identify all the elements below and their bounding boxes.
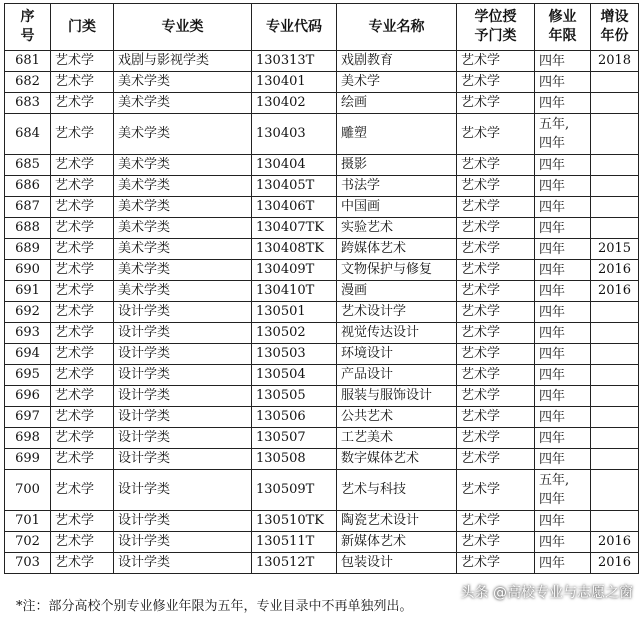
cell-no: 682 — [5, 72, 51, 93]
cell-added — [591, 511, 639, 532]
cell-years — [535, 532, 591, 553]
years-line: 四年 — [539, 283, 566, 299]
cell-no: 703 — [5, 553, 51, 574]
years-line: 四年 — [539, 241, 566, 257]
cell-name: 艺术与科技 — [337, 470, 457, 511]
cell-added — [591, 114, 639, 155]
cell-degree: 艺术学 — [457, 197, 535, 218]
years-line: 四年 — [539, 492, 566, 507]
years-line: 五年, — [539, 117, 570, 132]
cell-category: 艺术学 — [51, 114, 114, 155]
table-row — [5, 72, 639, 93]
cell-class: 戏剧与影视学类 — [114, 51, 252, 72]
header-category-line: 门类 — [68, 18, 96, 35]
cell-code: 130405T — [252, 176, 337, 197]
table-row — [5, 323, 639, 344]
cell-class: 设计学类 — [114, 323, 252, 344]
cell-code: 130410T — [252, 281, 337, 302]
cell-degree: 艺术学 — [457, 365, 535, 386]
cell-no: 695 — [5, 365, 51, 386]
cell-code: 130407TK — [252, 218, 337, 239]
cell-no: 702 — [5, 532, 51, 553]
cell-name: 摄影 — [337, 155, 457, 176]
cell-years — [535, 114, 591, 155]
cell-degree: 艺术学 — [457, 449, 535, 470]
cell-name: 视觉传达设计 — [337, 323, 457, 344]
header-name-line: 专业名称 — [368, 18, 425, 35]
table-row — [5, 155, 639, 176]
cell-years — [535, 386, 591, 407]
header-added — [591, 4, 639, 51]
cell-code: 130511T — [252, 532, 337, 553]
cell-class: 美术学类 — [114, 197, 252, 218]
cell-class: 美术学类 — [114, 239, 252, 260]
table-header — [5, 4, 639, 51]
table-row — [5, 553, 639, 574]
cell-name: 雕塑 — [337, 114, 457, 155]
cell-degree: 艺术学 — [457, 93, 535, 114]
cell-class: 美术学类 — [114, 218, 252, 239]
cell-years — [535, 344, 591, 365]
cell-years — [535, 281, 591, 302]
years-line: 四年 — [539, 53, 566, 69]
cell-degree: 艺术学 — [457, 532, 535, 553]
cell-added: 2016 — [591, 553, 639, 574]
years-line: 四年 — [539, 95, 566, 111]
years-line: 四年 — [539, 534, 566, 550]
cell-degree: 艺术学 — [457, 72, 535, 93]
years-line: 四年 — [539, 325, 566, 341]
cell-class: 设计学类 — [114, 532, 252, 553]
cell-added — [591, 176, 639, 197]
footnote: *注：部分高校个别专业修业年限为五年，专业目录中不再单独列出。 — [16, 599, 413, 614]
cell-years — [535, 155, 591, 176]
cell-years — [535, 239, 591, 260]
cell-code: 130506 — [252, 407, 337, 428]
cell-no: 694 — [5, 344, 51, 365]
cell-no: 698 — [5, 428, 51, 449]
table-row — [5, 470, 639, 511]
cell-degree: 艺术学 — [457, 114, 535, 155]
cell-name: 环境设计 — [337, 344, 457, 365]
cell-added — [591, 365, 639, 386]
cell-degree: 艺术学 — [457, 155, 535, 176]
cell-no: 693 — [5, 323, 51, 344]
cell-added — [591, 155, 639, 176]
cell-years — [535, 72, 591, 93]
cell-code: 130505 — [252, 386, 337, 407]
cell-category: 艺术学 — [51, 93, 114, 114]
cell-added — [591, 407, 639, 428]
years-line: 四年 — [539, 199, 566, 215]
years-line: 四年 — [539, 430, 566, 446]
cell-class: 设计学类 — [114, 553, 252, 574]
cell-category: 艺术学 — [51, 344, 114, 365]
cell-no: 681 — [5, 51, 51, 72]
header-no-line: 号 — [20, 28, 35, 44]
cell-added — [591, 93, 639, 114]
cell-class: 设计学类 — [114, 365, 252, 386]
table-row — [5, 344, 639, 365]
cell-added — [591, 323, 639, 344]
cell-code: 130501 — [252, 302, 337, 323]
cell-degree: 艺术学 — [457, 302, 535, 323]
cell-class: 美术学类 — [114, 281, 252, 302]
major-catalog-table-wrapper — [4, 3, 638, 574]
cell-years — [535, 553, 591, 574]
cell-name: 跨媒体艺术 — [337, 239, 457, 260]
years-line: 四年 — [539, 220, 566, 236]
header-added-line: 增设 — [600, 9, 629, 25]
cell-class: 美术学类 — [114, 260, 252, 281]
cell-category: 艺术学 — [51, 197, 114, 218]
cell-added — [591, 302, 639, 323]
cell-class: 设计学类 — [114, 470, 252, 511]
cell-years — [535, 511, 591, 532]
table-row — [5, 260, 639, 281]
watermark: 头条 @高校专业与志愿之窗 — [460, 585, 633, 601]
cell-years — [535, 470, 591, 511]
cell-category: 艺术学 — [51, 302, 114, 323]
cell-name: 工艺美术 — [337, 428, 457, 449]
header-code-line: 专业代码 — [266, 18, 322, 35]
cell-no: 696 — [5, 386, 51, 407]
cell-years — [535, 93, 591, 114]
cell-no: 697 — [5, 407, 51, 428]
cell-class: 美术学类 — [114, 93, 252, 114]
cell-degree: 艺术学 — [457, 260, 535, 281]
cell-degree: 艺术学 — [457, 51, 535, 72]
header-years-line: 年限 — [548, 28, 577, 44]
cell-no: 688 — [5, 218, 51, 239]
years-line: 四年 — [539, 74, 566, 90]
table-row — [5, 176, 639, 197]
header-name — [337, 4, 457, 51]
cell-code: 130408TK — [252, 239, 337, 260]
cell-class: 美术学类 — [114, 155, 252, 176]
cell-years — [535, 449, 591, 470]
cell-name: 包装设计 — [337, 553, 457, 574]
cell-class: 设计学类 — [114, 449, 252, 470]
cell-added: 2018 — [591, 51, 639, 72]
cell-added — [591, 218, 639, 239]
cell-degree: 艺术学 — [457, 344, 535, 365]
cell-category: 艺术学 — [51, 51, 114, 72]
cell-name: 漫画 — [337, 281, 457, 302]
cell-degree: 艺术学 — [457, 470, 535, 511]
cell-years — [535, 302, 591, 323]
years-line: 四年 — [539, 451, 566, 467]
cell-code: 130401 — [252, 72, 337, 93]
cell-category: 艺术学 — [51, 72, 114, 93]
years-line: 四年 — [539, 157, 566, 173]
cell-name: 陶瓷艺术设计 — [337, 511, 457, 532]
table-row — [5, 428, 639, 449]
table-row — [5, 114, 639, 155]
cell-class: 美术学类 — [114, 176, 252, 197]
header-code — [252, 4, 337, 51]
cell-years — [535, 365, 591, 386]
cell-class: 美术学类 — [114, 114, 252, 155]
cell-class: 设计学类 — [114, 511, 252, 532]
table-row — [5, 386, 639, 407]
cell-no: 683 — [5, 93, 51, 114]
table-row — [5, 365, 639, 386]
cell-class: 设计学类 — [114, 386, 252, 407]
cell-name: 产品设计 — [337, 365, 457, 386]
cell-code: 130403 — [252, 114, 337, 155]
cell-name: 美术学 — [337, 72, 457, 93]
table-row — [5, 93, 639, 114]
cell-name: 数字媒体艺术 — [337, 449, 457, 470]
cell-category: 艺术学 — [51, 470, 114, 511]
table-row — [5, 449, 639, 470]
cell-name: 艺术设计学 — [337, 302, 457, 323]
header-class-line: 专业类 — [161, 18, 204, 35]
cell-added: 2016 — [591, 281, 639, 302]
header-row — [5, 4, 639, 51]
table-row — [5, 218, 639, 239]
cell-class: 设计学类 — [114, 302, 252, 323]
cell-name: 中国画 — [337, 197, 457, 218]
header-added-line: 年份 — [600, 28, 629, 44]
cell-no: 699 — [5, 449, 51, 470]
cell-degree: 艺术学 — [457, 386, 535, 407]
header-class — [114, 4, 252, 51]
cell-category: 艺术学 — [51, 449, 114, 470]
cell-code: 130508 — [252, 449, 337, 470]
cell-code: 130503 — [252, 344, 337, 365]
table-body — [5, 51, 639, 574]
cell-added — [591, 344, 639, 365]
cell-class: 设计学类 — [114, 428, 252, 449]
cell-category: 艺术学 — [51, 239, 114, 260]
cell-added: 2015 — [591, 239, 639, 260]
cell-no: 689 — [5, 239, 51, 260]
table-row — [5, 281, 639, 302]
header-no — [5, 4, 51, 51]
cell-category: 艺术学 — [51, 365, 114, 386]
header-no-line: 序 — [20, 9, 35, 25]
cell-added — [591, 386, 639, 407]
cell-no: 686 — [5, 176, 51, 197]
cell-name: 实验艺术 — [337, 218, 457, 239]
table-row — [5, 197, 639, 218]
cell-name: 公共艺术 — [337, 407, 457, 428]
cell-class: 设计学类 — [114, 407, 252, 428]
years-line: 四年 — [539, 513, 566, 529]
cell-code: 130409T — [252, 260, 337, 281]
cell-name: 戏剧教育 — [337, 51, 457, 72]
cell-class: 设计学类 — [114, 344, 252, 365]
cell-years — [535, 176, 591, 197]
cell-code: 130502 — [252, 323, 337, 344]
cell-added: 2016 — [591, 532, 639, 553]
cell-name: 书法学 — [337, 176, 457, 197]
header-years-line: 修业 — [548, 9, 577, 25]
cell-code: 130509T — [252, 470, 337, 511]
cell-category: 艺术学 — [51, 176, 114, 197]
cell-code: 130313T — [252, 51, 337, 72]
years-line: 五年, — [539, 473, 570, 488]
cell-added: 2016 — [591, 260, 639, 281]
major-catalog-table — [4, 3, 639, 574]
years-line: 四年 — [539, 367, 566, 383]
cell-no: 690 — [5, 260, 51, 281]
cell-years — [535, 218, 591, 239]
cell-added — [591, 197, 639, 218]
cell-code: 130512T — [252, 553, 337, 574]
cell-degree: 艺术学 — [457, 407, 535, 428]
years-line: 四年 — [539, 262, 566, 278]
cell-added — [591, 72, 639, 93]
cell-degree: 艺术学 — [457, 553, 535, 574]
cell-no: 700 — [5, 470, 51, 511]
years-line: 四年 — [539, 555, 566, 571]
cell-name: 文物保护与修复 — [337, 260, 457, 281]
cell-category: 艺术学 — [51, 323, 114, 344]
cell-code: 130510TK — [252, 511, 337, 532]
cell-category: 艺术学 — [51, 553, 114, 574]
cell-years — [535, 51, 591, 72]
cell-category: 艺术学 — [51, 218, 114, 239]
years-line: 四年 — [539, 388, 566, 404]
cell-years — [535, 323, 591, 344]
cell-category: 艺术学 — [51, 386, 114, 407]
cell-code: 130404 — [252, 155, 337, 176]
cell-years — [535, 407, 591, 428]
header-category — [51, 4, 114, 51]
cell-code: 130402 — [252, 93, 337, 114]
cell-years — [535, 260, 591, 281]
cell-code: 130406T — [252, 197, 337, 218]
cell-degree: 艺术学 — [457, 176, 535, 197]
cell-degree: 艺术学 — [457, 239, 535, 260]
table-row — [5, 511, 639, 532]
table-row — [5, 302, 639, 323]
cell-no: 701 — [5, 511, 51, 532]
cell-class: 美术学类 — [114, 72, 252, 93]
cell-no: 684 — [5, 114, 51, 155]
cell-category: 艺术学 — [51, 407, 114, 428]
years-line: 四年 — [539, 178, 566, 194]
cell-name: 绘画 — [337, 93, 457, 114]
cell-no: 687 — [5, 197, 51, 218]
cell-name: 服装与服饰设计 — [337, 386, 457, 407]
header-degree-line: 学位授 — [474, 9, 517, 25]
cell-name: 新媒体艺术 — [337, 532, 457, 553]
table-row — [5, 532, 639, 553]
cell-category: 艺术学 — [51, 260, 114, 281]
cell-degree: 艺术学 — [457, 323, 535, 344]
cell-degree: 艺术学 — [457, 428, 535, 449]
cell-degree: 艺术学 — [457, 281, 535, 302]
cell-no: 685 — [5, 155, 51, 176]
cell-degree: 艺术学 — [457, 511, 535, 532]
header-degree — [457, 4, 535, 51]
table-row — [5, 239, 639, 260]
years-line: 四年 — [539, 409, 566, 425]
cell-code: 130507 — [252, 428, 337, 449]
cell-added — [591, 470, 639, 511]
cell-category: 艺术学 — [51, 281, 114, 302]
cell-added — [591, 449, 639, 470]
cell-code: 130504 — [252, 365, 337, 386]
header-degree-line: 予门类 — [474, 28, 517, 44]
cell-added — [591, 428, 639, 449]
cell-category: 艺术学 — [51, 428, 114, 449]
cell-category: 艺术学 — [51, 532, 114, 553]
table-row — [5, 51, 639, 72]
table-row — [5, 407, 639, 428]
years-line: 四年 — [539, 304, 566, 320]
header-years — [535, 4, 591, 51]
cell-degree: 艺术学 — [457, 218, 535, 239]
cell-years — [535, 428, 591, 449]
cell-no: 691 — [5, 281, 51, 302]
years-line: 四年 — [539, 346, 566, 362]
cell-category: 艺术学 — [51, 155, 114, 176]
cell-category: 艺术学 — [51, 511, 114, 532]
cell-years — [535, 197, 591, 218]
cell-no: 692 — [5, 302, 51, 323]
years-line: 四年 — [539, 136, 566, 151]
